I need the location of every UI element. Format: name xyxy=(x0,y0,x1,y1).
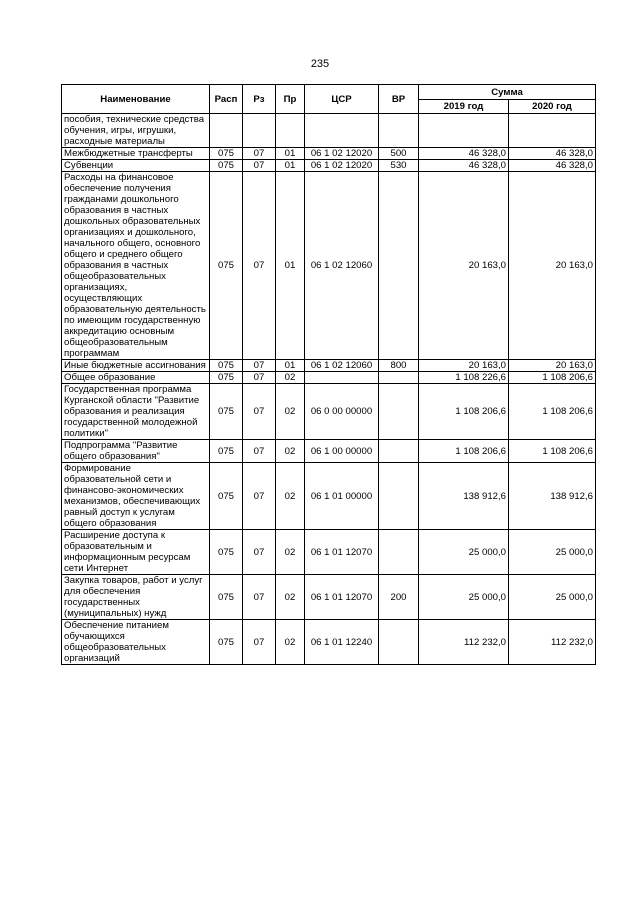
cell-rasp: 075 xyxy=(210,530,243,575)
cell-rz: 07 xyxy=(243,384,276,440)
cell-vr xyxy=(379,530,419,575)
col-header-summa: Сумма xyxy=(419,85,596,100)
cell-vr: 500 xyxy=(379,148,419,160)
table-row xyxy=(62,172,596,360)
cell-vr: 530 xyxy=(379,160,419,172)
cell-vr xyxy=(379,620,419,665)
table-row xyxy=(62,620,596,665)
cell-vr: 800 xyxy=(379,360,419,372)
cell-name: Общее образование xyxy=(62,372,210,384)
cell-2019: 1 108 226,6 xyxy=(419,372,509,384)
col-header-pr: Пр xyxy=(276,85,305,114)
cell-2020: 1 108 206,6 xyxy=(509,384,596,440)
cell-2019 xyxy=(419,114,509,148)
cell-rasp: 075 xyxy=(210,372,243,384)
cell-2019: 20 163,0 xyxy=(419,360,509,372)
table-row xyxy=(62,114,596,148)
cell-vr xyxy=(379,172,419,360)
table-body xyxy=(62,114,596,665)
cell-rasp: 075 xyxy=(210,160,243,172)
cell-rasp: 075 xyxy=(210,620,243,665)
cell-name: Подпрограмма "Развитие общего образования" xyxy=(62,440,210,463)
cell-rasp: 075 xyxy=(210,172,243,360)
cell-pr: 02 xyxy=(276,463,305,530)
col-header-2019: 2019 год xyxy=(419,100,509,114)
cell-rz: 07 xyxy=(243,530,276,575)
page-number: 235 xyxy=(310,58,330,70)
cell-name: Расходы на финансовое обеспечение получения гражданами дошкольного образования в частных дошкольных образовательных организациях и дошкольного, начального общего, основного общего и среднего общего образования в частных общеобразовательных организациях, осуществляющих образовательную деятельность по имеющим государственную аккредитацию основным общеобразовательным программам xyxy=(62,172,210,360)
cell-2020: 1 108 206,6 xyxy=(509,440,596,463)
cell-name: Государственная программа Курганской области "Развитие образования и реализация государственной молодежной политики" xyxy=(62,384,210,440)
cell-name: Межбюджетные трансферты xyxy=(62,148,210,160)
cell-2020: 112 232,0 xyxy=(509,620,596,665)
cell-pr: 02 xyxy=(276,384,305,440)
cell-2020: 20 163,0 xyxy=(509,172,596,360)
cell-name: Расширение доступа к образовательным и информационным ресурсам сети Интернет xyxy=(62,530,210,575)
cell-2020: 138 912,6 xyxy=(509,463,596,530)
cell-2020: 25 000,0 xyxy=(509,530,596,575)
cell-2020: 46 328,0 xyxy=(509,148,596,160)
cell-vr xyxy=(379,372,419,384)
cell-pr: 02 xyxy=(276,440,305,463)
cell-rz: 07 xyxy=(243,372,276,384)
cell-rz xyxy=(243,114,276,148)
cell-vr xyxy=(379,440,419,463)
table-row xyxy=(62,463,596,530)
cell-2020 xyxy=(509,114,596,148)
cell-2019: 1 108 206,6 xyxy=(419,384,509,440)
cell-csr: 06 1 02 12060 xyxy=(305,172,379,360)
col-header-rasp: Расп xyxy=(210,85,243,114)
cell-rz: 07 xyxy=(243,463,276,530)
header-row xyxy=(62,85,596,100)
cell-csr: 06 1 01 00000 xyxy=(305,463,379,530)
cell-pr: 02 xyxy=(276,575,305,620)
cell-rasp: 075 xyxy=(210,440,243,463)
cell-2020: 46 328,0 xyxy=(509,160,596,172)
cell-2019: 46 328,0 xyxy=(419,148,509,160)
table-row xyxy=(62,360,596,372)
cell-csr xyxy=(305,372,379,384)
cell-csr: 06 1 02 12020 xyxy=(305,160,379,172)
cell-vr xyxy=(379,463,419,530)
cell-2019: 1 108 206,6 xyxy=(419,440,509,463)
cell-rasp: 075 xyxy=(210,384,243,440)
cell-rz: 07 xyxy=(243,148,276,160)
cell-rz: 07 xyxy=(243,172,276,360)
cell-rasp xyxy=(210,114,243,148)
cell-rasp: 075 xyxy=(210,463,243,530)
cell-name: Обеспечение питанием обучающихся общеобразовательных организаций xyxy=(62,620,210,665)
cell-2020: 1 108 206,6 xyxy=(509,372,596,384)
cell-name: Иные бюджетные ассигнования xyxy=(62,360,210,372)
col-header-name: Наименование xyxy=(62,85,210,114)
cell-2020: 25 000,0 xyxy=(509,575,596,620)
cell-2019: 138 912,6 xyxy=(419,463,509,530)
cell-pr: 02 xyxy=(276,372,305,384)
table-row xyxy=(62,575,596,620)
col-header-2020: 2020 год xyxy=(509,100,596,114)
cell-pr xyxy=(276,114,305,148)
cell-2019: 46 328,0 xyxy=(419,160,509,172)
table-row xyxy=(62,384,596,440)
table-row xyxy=(62,440,596,463)
col-header-csr: ЦСР xyxy=(305,85,379,114)
cell-2019: 20 163,0 xyxy=(419,172,509,360)
cell-csr: 06 0 00 00000 xyxy=(305,384,379,440)
cell-rz: 07 xyxy=(243,440,276,463)
cell-pr: 01 xyxy=(276,360,305,372)
cell-csr: 06 1 01 12070 xyxy=(305,530,379,575)
cell-pr: 01 xyxy=(276,172,305,360)
cell-2019: 112 232,0 xyxy=(419,620,509,665)
cell-vr xyxy=(379,384,419,440)
cell-2020: 20 163,0 xyxy=(509,360,596,372)
cell-name: пособия, технические средства обучения, игры, игрушки, расходные материалы xyxy=(62,114,210,148)
col-header-rz: Рз xyxy=(243,85,276,114)
cell-csr: 06 1 01 12070 xyxy=(305,575,379,620)
cell-csr: 06 1 02 12020 xyxy=(305,148,379,160)
cell-rasp: 075 xyxy=(210,360,243,372)
cell-name: Закупка товаров, работ и услуг для обеспечения государственных (муниципальных) нужд xyxy=(62,575,210,620)
cell-rasp: 075 xyxy=(210,148,243,160)
cell-rz: 07 xyxy=(243,575,276,620)
cell-rz: 07 xyxy=(243,160,276,172)
cell-pr: 02 xyxy=(276,530,305,575)
cell-pr: 02 xyxy=(276,620,305,665)
cell-2019: 25 000,0 xyxy=(419,575,509,620)
cell-csr: 06 1 01 12240 xyxy=(305,620,379,665)
cell-name: Формирование образовательной сети и финансово-экономических механизмов, обеспечивающих равный доступ к услугам общего образования xyxy=(62,463,210,530)
table-row xyxy=(62,530,596,575)
cell-rasp: 075 xyxy=(210,575,243,620)
table-row xyxy=(62,148,596,160)
cell-2019: 25 000,0 xyxy=(419,530,509,575)
cell-pr: 01 xyxy=(276,148,305,160)
table-row xyxy=(62,160,596,172)
cell-csr xyxy=(305,114,379,148)
cell-vr xyxy=(379,114,419,148)
col-header-vr: ВР xyxy=(379,85,419,114)
cell-csr: 06 1 02 12060 xyxy=(305,360,379,372)
cell-name: Субвенции xyxy=(62,160,210,172)
cell-csr: 06 1 00 00000 xyxy=(305,440,379,463)
cell-vr: 200 xyxy=(379,575,419,620)
budget-table xyxy=(61,84,596,665)
table-row xyxy=(62,372,596,384)
cell-rz: 07 xyxy=(243,360,276,372)
cell-rz: 07 xyxy=(243,620,276,665)
cell-pr: 01 xyxy=(276,160,305,172)
